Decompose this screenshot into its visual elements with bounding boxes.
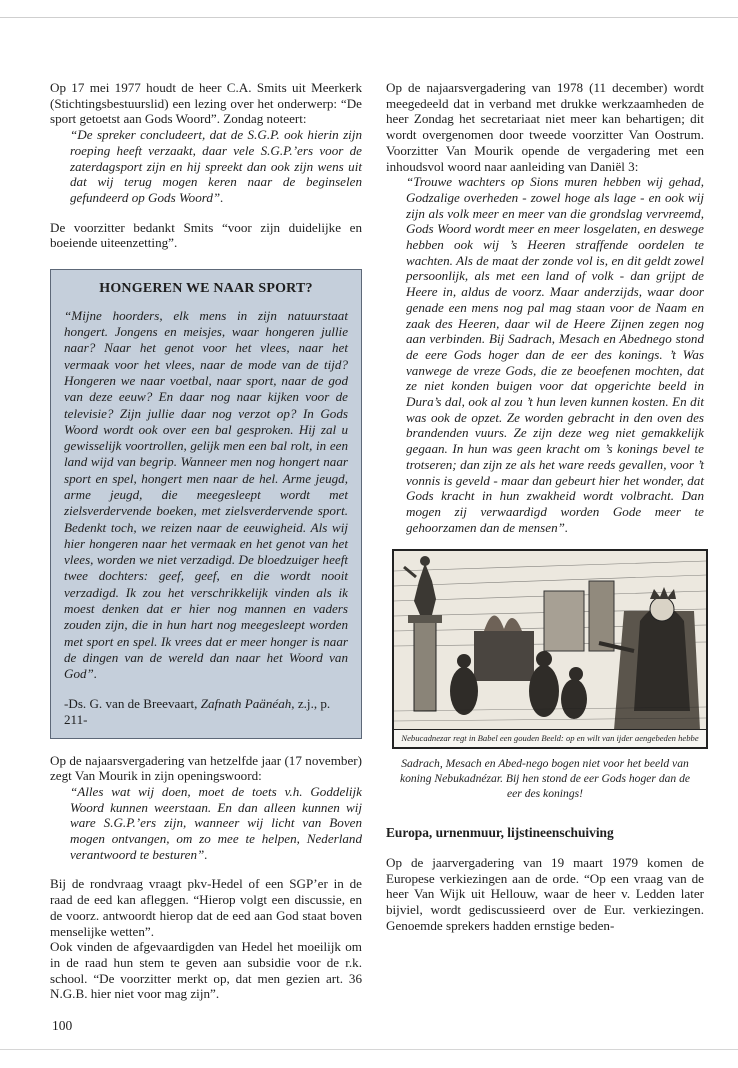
box-source bbox=[64, 696, 348, 728]
box-source-title: Zafnath Paänéah bbox=[200, 695, 292, 711]
engraving-illustration bbox=[392, 549, 708, 749]
sidebar-box-sport bbox=[50, 269, 362, 739]
section-heading: Europa, urnenmuur, lijstineenschuiving bbox=[386, 825, 614, 841]
box-quote-text: “Mijne hoorders, elk mens in zijn natuurstaat hongert. Jongens en meisjes, waar hongeren jullie naar? Naar het genot voor het vlees, naar het vermaak voor het vlees, naar de mode van de tijd? Hongeren we naar voetbal, naar sport, naar de god van deze eeuw? En daar nog naar kijken voor de televisie? Zijn jullie daar nog verzot op? In Gods Woord wordt ook over een bal gesproken. Hij zal u gewisselijk voortrollen, gelijk men een bal rolt, in een land wijd van begrip. Wanneer men nog hongert naar sport en spel, hongert men naar de hel. Arme jeugd, arme jeugd, die meegesleept wordt met zielsverdervende boeken, met zielsverdervende sport. Bedenkt toch, we reizen naar de eeuwigheid. Als wij hier hongeren naar het vermaak en het genot van het vlees, worden we niet verzadigd. De bloedzuiger heeft twee dochters: geef, geef, en die wordt nooit verzadigd. Ik zou het verschrikkelijk vinden als ik moest denken dat er hier nog mannen en vaders zouden zijn, die in hun hart nog meegesleept worden met sport en spel. Ik vrees dat er meer honger is naar de dingen van de wereld dan naar het Woord van God”. bbox=[64, 307, 348, 682]
page-number: 100 bbox=[52, 1018, 73, 1033]
image-caption: Sadrach, Mesach en Abed-nego bogen niet voor het beeld van koning Nebukadnézar. Bij hen stond de eer Gods hoger dan de eer des konings! bbox=[399, 757, 691, 800]
paragraph-thanks: De voorzitter bedankt Smits “voor zijn duidelijke en boeiende uiteenzetting”. bbox=[50, 219, 362, 251]
paragraph-subsidie-rk-school: Ook vinden de afgevaardigden van Hedel het moeilijk om in de raad hun stem te geven aan subsidie voor de r.k. school. “De voorzitter merkt op, dat men gezien art. 36 N.G.B. hier niet voor mag zijn”. bbox=[50, 939, 362, 1002]
paragraph-rondvraag-eed: Bij de rondvraag vraagt pkv-Hedel of een SGP’er in de raad de eed kan afleggen. “Hierop volgt een discussie, en de voorz. antwoordt hierop dat de eed aan God staat boven menselijke wetten”. bbox=[50, 876, 362, 939]
box-source-page: , z.j., p. 211- bbox=[64, 695, 331, 727]
quote-zondag: “De spreker concludeert, dat de S.G.P. ook hierin zijn roeping heeft verzaakt, daar vele S.G.P.’ers voor de zaterdagsport zijn en hij spreekt dan ook zijn wens uit dat wij terug mogen keren naar de beginselen gefundeerd op Gods Woord”. bbox=[70, 127, 362, 205]
left-column bbox=[50, 80, 362, 1002]
engraving-drawing bbox=[394, 551, 706, 730]
paragraph-najaarsvergadering-1978: Op de najaarsvergadering van 1978 (11 december) wordt meegedeeld dat in verband met drukke werkzaamheden de heer Zondag het secretariaat niet meer kan behartigen; dit wordt overgenomen door tweede voorzitter Van Oostrum. Voorzitter Van Mourik opende de vergadering met een inhoudsvol woord naar aanleiding van Daniël 3: bbox=[386, 80, 704, 174]
quote-van-mourik: “Alles wat wij doen, moet de toets v.h. Goddelijk Woord kunnen weerstaan. En dan alleen kunnen wij ware S.G.P.’ers zijn, wanneer wij licht van Boven mogen ontvangen, om zo mee te helpen, Nederland verantwoord te besturen”. bbox=[70, 783, 362, 862]
paragraph-najaarsvergadering-1977: Op de najaarsvergadering van hetzelfde jaar (17 november) zegt Van Mourik in zijn openingswoord: bbox=[50, 752, 362, 784]
quote-daniel-3: “Trouwe wachters op Sions muren hebben wij gehad, Godzalige overheden - zowel hoge als lage - en ook wij zijn als volk meer en meer van die grondslag vervreemd, Gods Woord wordt meer en meer losgelaten, en deswege hebben ook wij ’s Heeren straffende oordelen te wachten. Als de maat der zonde vol is, en dit geldt zowel persoonlijk, als met een land of volk - dan grijpt de Heere in, aldus de voorz. Maar anderzijds, waar door genade een mens nog pal mag staan voor de Naam en zaak des Heeren, daar wil de Heere Zijnen zegen nog aan verbinden. Bij Sadrach, Mesach en Abednego stond de eere Gods hoger dan de eer des konings. ’t Was vanwege de vreze Gods, die ze beoefenen mochten, dat ze niet konden buigen voor dat opgerichte beeld in Dura’s dal, ook al zou ’t hun leven kunnen kosten. En dit was ook de opzet. Ze worden gebracht in den oven des brandenden vuurs. Ze zijn deze weg niet gemakkelijk gegaan. In hun was geen kracht om ’s konings bevel te trotseren; dan zijn ze als het ware reeds gevallen, voor ’t vonnis is geveld - maar dan gebeurt hier het wonder, dat Gods kracht in hun zwakheid wordt volbracht. Dan mogen zij verwaardigd worden Gode meer te gehoorzamen dan de mensen”. bbox=[406, 174, 704, 535]
engraving-inscription: Nebucadnezar regt in Babel een gouden Beeld: op en wilt van ijder aengebeden hebbe bbox=[394, 729, 706, 747]
box-title: HONGEREN WE NAAR SPORT? bbox=[99, 281, 313, 297]
bottom-rule bbox=[0, 1049, 738, 1050]
right-column bbox=[386, 80, 704, 933]
paragraph-jaarvergadering-1979: Op de jaarvergadering van 19 maart 1979 komen de Europese verkiezingen aan de orde. “Op een vraag van de heer Van Wijk uit Hellouw, waar de heer v. Ledden later bijviel, wordt gediscussieerd over de Eur. verkiezingen. Genoemde sprekers hadden ernstige beden- bbox=[386, 854, 704, 933]
paragraph-smits-lecture: Op 17 mei 1977 houdt de heer C.A. Smits uit Meerkerk (Stichtingsbestuurslid) een lezing over het onderwerp: “De sport getoetst aan Gods Woord”. Zondag noteert: bbox=[50, 80, 362, 127]
box-source-author: -Ds. G. van de Breevaart, bbox=[64, 695, 201, 711]
top-rule bbox=[0, 17, 738, 18]
